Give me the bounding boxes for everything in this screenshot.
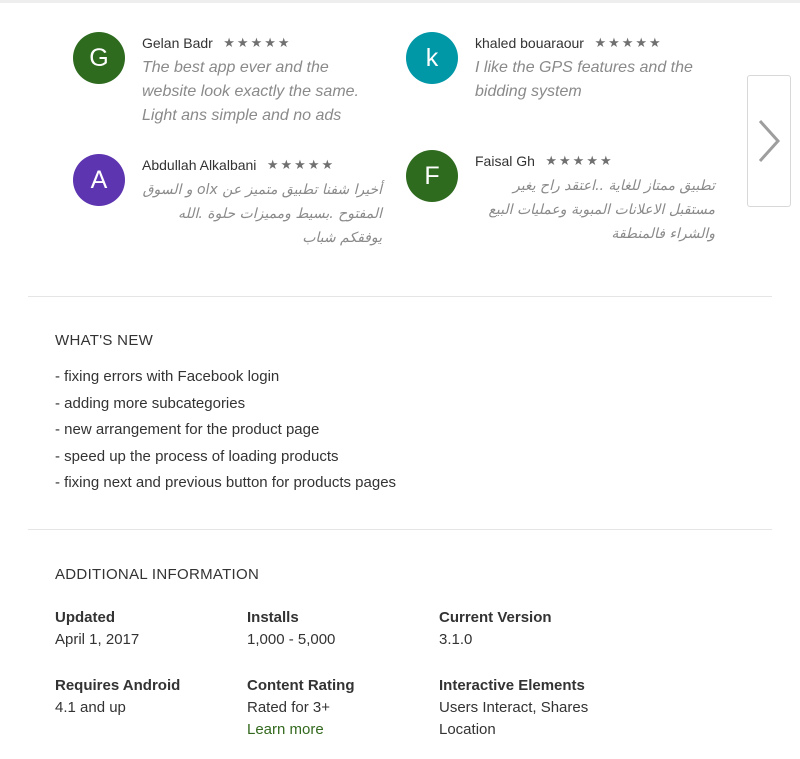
info-current-version (439, 607, 624, 651)
avatar: F (406, 150, 458, 202)
review-text: أخيرا شفنا تطبيق متميز عن olx و السوق المفتوح .بسيط ومميزات حلوة .الله يوفقكم شباب (142, 182, 382, 246)
star-rating-icon: ★★★★★ (266, 156, 336, 172)
info-value: 1,000 - 5,000 (247, 631, 336, 648)
list-item: - fixing next and previous button for products pages (55, 474, 397, 491)
list-item: - speed up the process of loading products (55, 447, 339, 465)
info-interactive-elements (439, 675, 624, 741)
chevron-right-icon (756, 118, 782, 164)
info-label: Updated (55, 609, 115, 626)
review-header (475, 34, 663, 52)
whats-new-heading: WHAT'S NEW (55, 332, 154, 349)
next-reviews-button[interactable] (747, 75, 791, 207)
avatar: k (406, 32, 458, 84)
review-header (475, 152, 614, 170)
info-value: Users Interact, Shares (439, 699, 589, 716)
review-header (142, 156, 335, 174)
star-rating-icon: ★★★★★ (545, 152, 614, 168)
review-author: Gelan Badr (142, 34, 213, 51)
info-value: April 1, 2017 (55, 631, 140, 648)
additional-info-heading: ADDITIONAL INFORMATION (55, 566, 260, 583)
list-item: - new arrangement for the product page (55, 421, 320, 438)
review-author: Abdullah Alkalbani (142, 156, 257, 173)
info-content-rating (247, 675, 432, 741)
avatar: A (73, 154, 125, 206)
review-author: khaled bouaraour (475, 34, 584, 51)
star-rating-icon: ★★★★★ (594, 34, 663, 50)
info-value: Location (439, 721, 496, 738)
section-divider (28, 296, 772, 297)
whats-new-list (55, 364, 396, 497)
info-value: 4.1 and up (55, 699, 126, 716)
info-installs (247, 607, 432, 651)
review-text: I like the GPS features and the bidding system (475, 59, 693, 100)
list-item: - adding more subcategories (55, 394, 246, 412)
review-text: The best app ever and the website look exactly the same. Light ans simple and no ads (142, 59, 359, 124)
avatar: G (73, 32, 125, 84)
reviews-section (0, 0, 800, 296)
info-updated (55, 607, 240, 651)
info-requires-android (55, 675, 240, 719)
list-item: - fixing errors with Facebook login (55, 368, 280, 385)
info-label: Content Rating (247, 677, 355, 694)
info-label: Interactive Elements (439, 677, 585, 694)
review-author: Faisal Gh (475, 152, 535, 169)
review-header (142, 34, 292, 52)
info-label: Installs (247, 609, 299, 626)
section-divider (28, 529, 772, 530)
info-value: Rated for 3+ (247, 699, 330, 716)
review-text: تطبيق ممتاز للغاية ..اعتقد راح يغير مستقبل الاعلانات المبوبة وعمليات البيع والشراء فالمنطقة (488, 178, 715, 242)
info-value: 3.1.0 (439, 631, 473, 648)
learn-more-link[interactable]: Learn more (247, 721, 324, 738)
info-label: Requires Android (55, 677, 181, 694)
info-label: Current Version (439, 609, 552, 626)
star-rating-icon: ★★★★★ (223, 34, 292, 50)
